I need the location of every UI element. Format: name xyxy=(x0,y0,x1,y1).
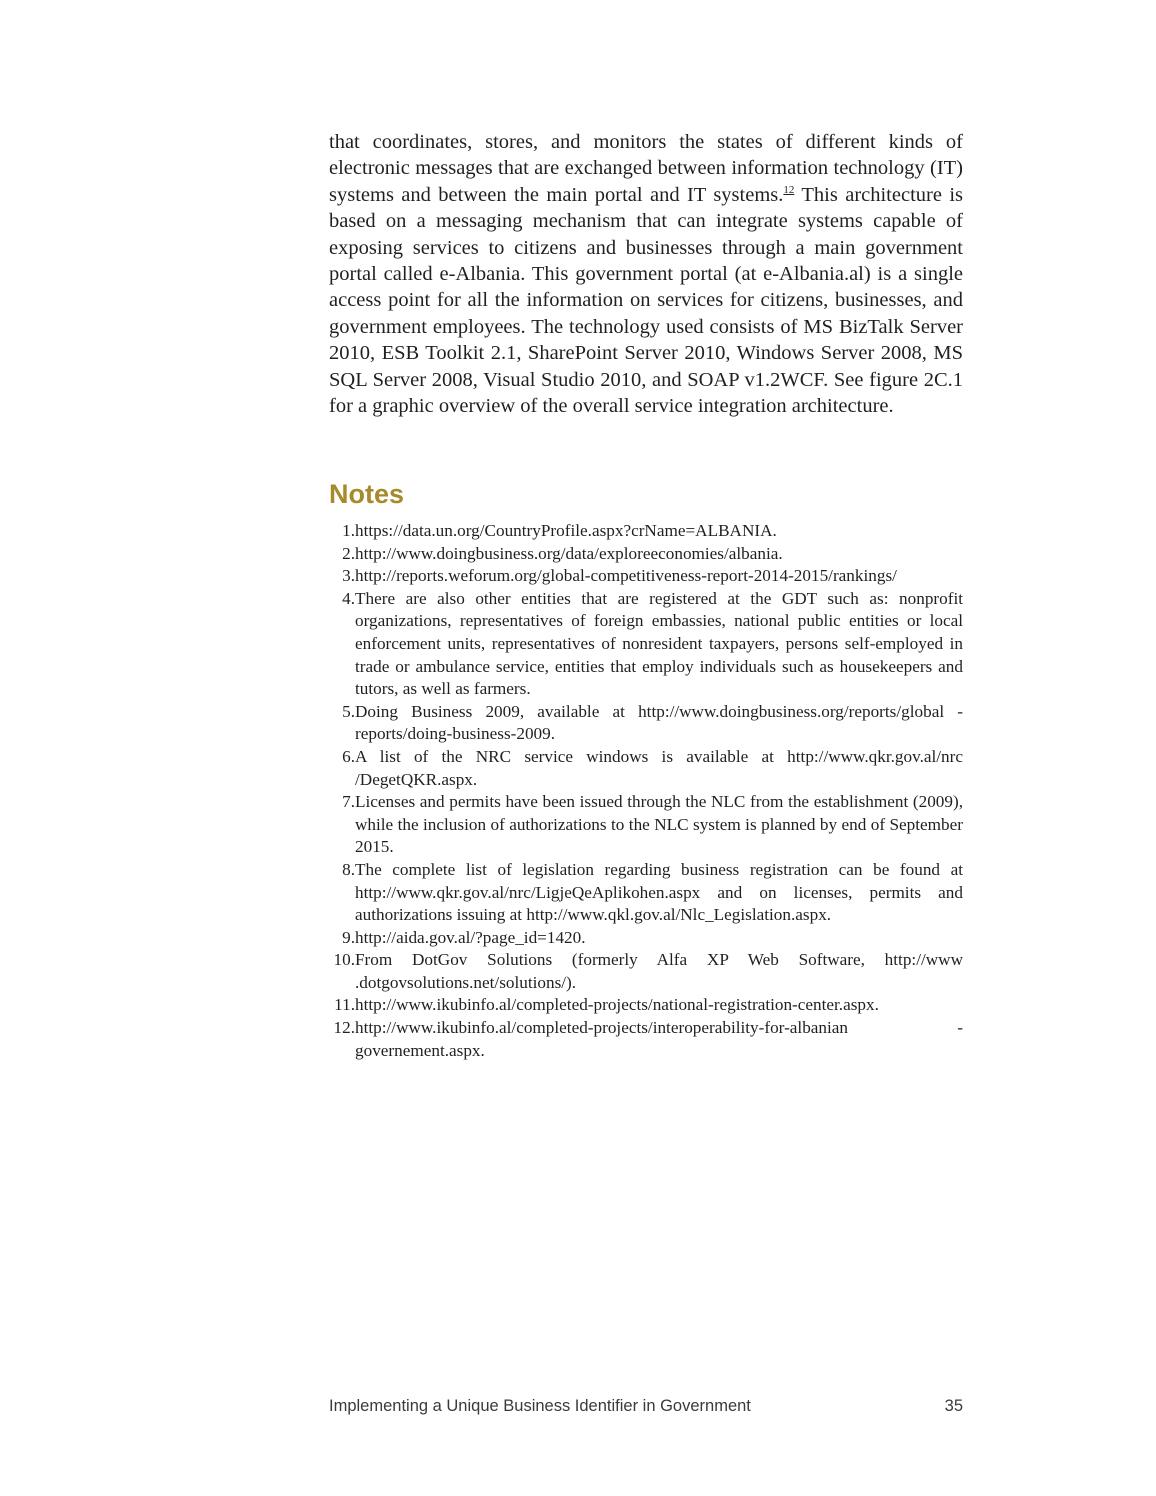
note-text: From DotGov Solutions (formerly Alfa XP Web Software, http://www .dotgovsolutions.net/solutions/). xyxy=(355,950,963,992)
body-paragraph xyxy=(329,129,963,419)
body-section xyxy=(329,129,963,419)
note-number: 10. xyxy=(333,950,355,970)
note-number: 6. xyxy=(342,746,355,766)
footnote-ref-link[interactable]: 12 xyxy=(783,183,795,196)
page-footer xyxy=(329,1396,963,1416)
note-item xyxy=(329,588,963,701)
note-text: http://aida.gov.al/?page_id=1420. xyxy=(355,927,586,947)
note-text: Licenses and permits have been issued through the NLC from the establishment (2009), while the inclusion of authorizations to the NLC system is planned by end of September 2015. xyxy=(355,792,963,857)
body-paragraph-part2: This architecture is based on a messaging mechanism that can integrate systems capable of exposing services to citizens and businesses through a main government portal called e-Albania. This government portal (at e-Albania.al) is a single access point for all the information on services for citizens, businesses, and government employees. The technology used consists of MS BizTalk Server 2010, ESB Toolkit 2.1, SharePoint Server 2010, Windows Server 2008, MS SQL Server 2008, Visual Studio 2010, and SOAP v1.2WCF. See figure 2C.1 for a graphic overview of the overall service integration architecture. xyxy=(329,183,964,418)
notes-list xyxy=(329,520,963,1062)
note-item xyxy=(329,994,963,1017)
note-text: http://www.ikubinfo.al/completed-projects/national-registration-center.aspx. xyxy=(355,995,879,1015)
note-item xyxy=(329,543,963,566)
footer-title: Implementing a Unique Business Identifier in Government xyxy=(329,1397,751,1415)
note-item xyxy=(329,520,963,543)
note-number: 2. xyxy=(342,543,355,563)
note-text: https://data.un.org/CountryProfile.aspx?crName=ALBANIA. xyxy=(355,521,777,540)
note-text: http://www.ikubinfo.al/completed-projects/interoperability-for-albanian -governement.aspx. xyxy=(355,1018,963,1060)
body-paragraph-part1: that coordinates, stores, and monitors the states of different kinds of electronic messages that are exchanged between information technology (IT) systems and between the main portal and IT systems. xyxy=(329,131,963,206)
note-text: http://reports.weforum.org/global-competitiveness-report-2014-2015/rankings/ xyxy=(355,566,897,586)
note-text: http://www.doingbusiness.org/data/exploreeconomies/albania. xyxy=(355,543,783,563)
note-number: 12. xyxy=(333,1018,355,1038)
note-number: 8. xyxy=(342,859,355,879)
note-text: There are also other entities that are registered at the GDT such as: nonprofit organizations, representatives of foreign embassies, national public entities or local enforcement units, representatives of nonresident taxpayers, persons self-employed in trade or ambulance service, entities that employ individuals such as housekeepers and tutors, as well as farmers. xyxy=(355,588,963,699)
note-item xyxy=(329,859,963,927)
note-text: The complete list of legislation regarding business registration can be found at http://www.qkr.gov.al/nrc/LigjeQeAplikohen.aspx and on licenses, permits and authorizations issuing at http://www.qkl.gov.al/Nlc_Legislation.aspx. xyxy=(355,859,963,925)
note-item xyxy=(329,791,963,859)
note-item xyxy=(329,746,963,791)
note-number: 7. xyxy=(342,792,355,812)
note-item xyxy=(329,1017,963,1062)
note-item xyxy=(329,701,963,746)
note-text: A list of the NRC service windows is available at http://www.qkr.gov.al/nrc /DegetQKR.aspx. xyxy=(355,746,963,789)
note-number: 5. xyxy=(342,701,355,721)
note-item xyxy=(329,565,963,588)
note-text: Doing Business 2009, available at http://www.doingbusiness.org/reports/global -reports/doing-business-2009. xyxy=(355,701,963,744)
note-number: 3. xyxy=(342,566,355,586)
note-item xyxy=(329,927,963,950)
notes-heading: Notes xyxy=(329,479,405,509)
note-number: 1. xyxy=(342,521,355,540)
note-item xyxy=(329,949,963,994)
note-number: 9. xyxy=(342,927,355,947)
page-number: 35 xyxy=(944,1397,963,1415)
note-number: 4. xyxy=(342,588,355,608)
note-number: 11. xyxy=(334,995,355,1015)
